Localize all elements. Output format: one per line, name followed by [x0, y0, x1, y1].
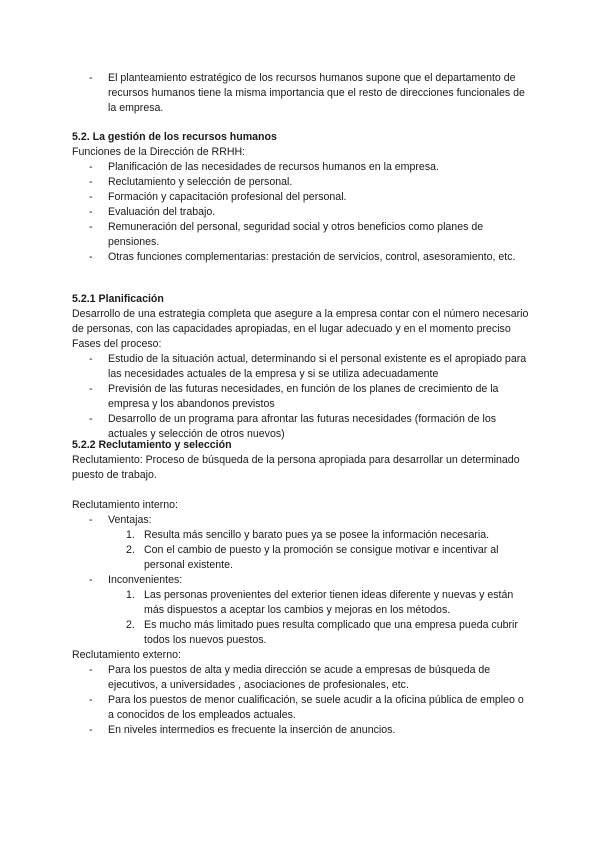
list-item: - Remuneración del personal, seguridad social y otros beneficios como planes de pensiones.: [72, 220, 532, 250]
intro-list: [72, 71, 532, 116]
section-heading: 5.2.2 Reclutamiento y selección: [72, 439, 232, 451]
internal-list: [72, 513, 532, 528]
section-5-2-1: [72, 292, 532, 442]
list-item: 2. Con el cambio de puesto y la promoción se consigue motivar e incentivar al personal existente.: [126, 544, 499, 571]
list-item: 2. Es mucho más limitado pues resulta complicado que una empresa pueda cubrir todos los nuevos puestos.: [126, 619, 518, 646]
list-item: - Reclutamiento y selección de personal.: [72, 175, 532, 190]
list-item: - Estudio de la situación actual, determinando si el personal existente es el apropiado para las necesidades actuales de la empresa y si se utiliza adecuadamente: [72, 352, 532, 382]
section-definition: Reclutamiento: Proceso de búsqueda de la persona apropiada para desarrollar un determinado puesto de trabajo.: [72, 454, 520, 481]
list-item: - Previsión de las futuras necesidades, en función de los planes de crecimiento de la empresa y los abandonos previstos: [72, 382, 532, 412]
section-5-2: [72, 130, 532, 265]
list-item: 1. Resulta más sencillo y barato pues ya se posee la información necesaria.: [126, 529, 490, 541]
list-item: - Formación y capacitación profesional del personal.: [72, 190, 532, 205]
internal-label: Reclutamiento interno:: [72, 499, 178, 511]
list-item: - Para los puestos de menor cualificación, se suele acudir a la oficina pública de empleo o a conocidos de los empleados actuales.: [72, 693, 532, 723]
list-item: - En niveles intermedios es frecuente la inserción de anuncios.: [72, 723, 532, 738]
section-5-2-2: [72, 438, 532, 738]
phases-label: Fases del proceso:: [72, 338, 162, 350]
phases-list: [72, 352, 532, 442]
list-item: [72, 513, 532, 528]
section-heading: 5.2. La gestión de los recursos humanos: [72, 131, 277, 143]
list-item: - Planificación de las necesidades de recursos humanos en la empresa.: [72, 160, 532, 175]
disadvantages-list: [72, 588, 532, 648]
list-item: - Evaluación del trabajo.: [72, 205, 532, 220]
advantages-list: [72, 528, 532, 573]
functions-list: [72, 160, 532, 265]
external-list: [72, 663, 532, 738]
list-item: - El planteamiento estratégico de los recursos humanos supone que el departamento de recursos humanos tiene la misma importancia que el resto de direcciones funcionales de la empresa.: [72, 71, 532, 116]
list-item: - Desarrollo de un programa para afrontar las futuras necesidades (formación de los actuales y selección de otros nuevos): [72, 412, 532, 442]
section-definition: Desarrollo de una estrategia completa que asegure a la empresa contar con el número necesario de personas, con las capacidades apropiadas, en el lugar adecuado y en el momento preciso: [72, 308, 529, 335]
section-heading: 5.2.1 Planificación: [72, 293, 164, 305]
list-item: - Otras funciones complementarias: prestación de servicios, control, asesoramiento, etc.: [72, 250, 532, 265]
section-lead: Funciones de la Dirección de RRHH:: [72, 146, 246, 158]
list-item: - Para los puestos de alta y media dirección se acude a empresas de búsqueda de ejecutivos, a universidades , asociaciones de profesionales, etc.: [72, 663, 532, 693]
list-item: 1. Las personas provenientes del exterior tienen ideas diferente y nuevas y están más dispuestos a aceptar los cambios y mejoras en los métodos.: [126, 589, 514, 616]
advantages-label: Ventajas:: [108, 514, 152, 526]
disadvantages-label: Inconvenientes:: [108, 574, 183, 586]
external-label: Reclutamiento externo:: [72, 649, 181, 661]
list-item: [72, 573, 532, 588]
